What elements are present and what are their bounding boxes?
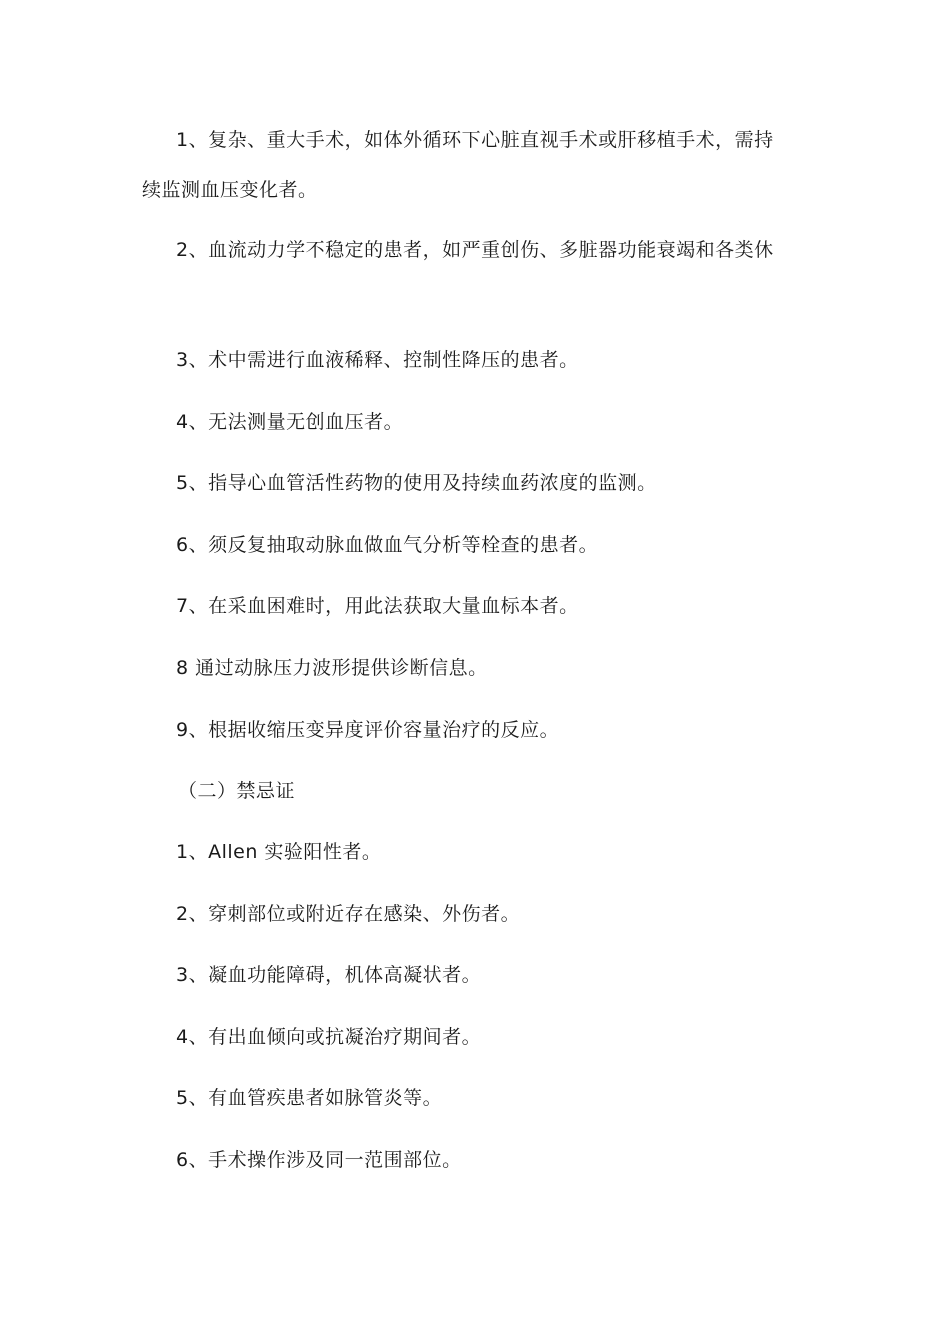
contraindication-item-1: 1、Allen 实验阳性者。 <box>176 841 382 863</box>
indication-item-1-continued: 续监测血压变化者。 <box>142 179 318 201</box>
indication-item-4: 4、无法测量无创血压者。 <box>176 411 404 433</box>
indication-item-8: 8 通过动脉压力波形提供诊断信息。 <box>176 657 488 679</box>
contraindication-item-2: 2、穿刺部位或附近存在感染、外伤者。 <box>176 903 521 925</box>
indication-item-1: 1、复杂、重大手术，如体外循环下心脏直视手术或肝移植手术，需持 <box>176 129 774 151</box>
indication-item-9: 9、根据收缩压变异度评价容量治疗的反应。 <box>176 719 560 741</box>
indication-item-6: 6、须反复抽取动脉血做血气分析等栓查的患者。 <box>176 534 599 556</box>
contraindication-item-5: 5、有血管疾患者如脉管炎等。 <box>176 1087 443 1109</box>
contraindication-item-6: 6、手术操作涉及同一范围部位。 <box>176 1149 462 1171</box>
indication-item-2: 2、血流动力学不稳定的患者，如严重创伤、多脏器功能衰竭和各类休 <box>176 239 774 261</box>
indication-item-7: 7、在采血困难时，用此法获取大量血标本者。 <box>176 595 579 617</box>
contraindications-heading: （二）禁忌证 <box>178 780 296 802</box>
contraindication-item-3: 3、凝血功能障碍，机体高凝状者。 <box>176 964 482 986</box>
indication-item-5: 5、指导心血管活性药物的使用及持续血药浓度的监测。 <box>176 472 657 494</box>
contraindication-item-4: 4、有出血倾向或抗凝治疗期间者。 <box>176 1026 482 1048</box>
indication-item-3: 3、术中需进行血液稀释、控制性降压的患者。 <box>176 349 579 371</box>
